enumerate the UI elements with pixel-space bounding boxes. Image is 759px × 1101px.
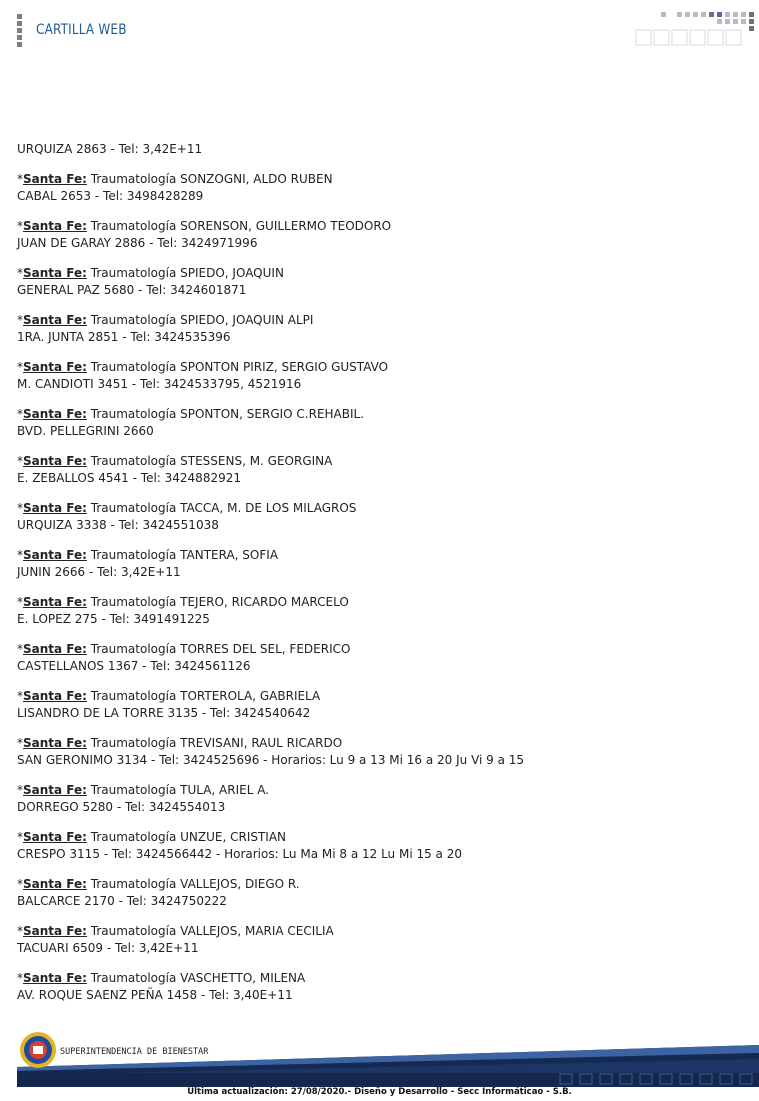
header-decoration (634, 0, 759, 50)
provider-heading (17, 406, 742, 423)
entry-prefix: * (17, 266, 23, 280)
provider-heading (17, 923, 742, 940)
provider-entry (17, 641, 742, 675)
provider-heading (17, 312, 742, 329)
provider-location: Santa Fe: (23, 924, 87, 938)
provider-location: Santa Fe: (23, 454, 87, 468)
provider-name: Traumatología VASCHETTO, MILENA (90, 971, 306, 985)
provider-address: SAN GERONIMO 3134 - Tel: 3424525696 - Horarios: Lu 9 a 13 Mi 16 a 20 Ju Vi 9 a 15 (17, 753, 525, 767)
provider-address: CRESPO 3115 - Tel: 3424566442 - Horarios: Lu Ma Mi 8 a 12 Lu Mi 15 a 20 (17, 847, 462, 861)
provider-name: Traumatología SPONTON PIRIZ, SERGIO GUSTAVO (90, 360, 389, 374)
provider-list (17, 141, 742, 1017)
provider-address: CABAL 2653 - Tel: 3498428289 (17, 189, 204, 203)
provider-heading (17, 500, 742, 517)
provider-heading (17, 547, 742, 564)
entry-prefix: * (17, 642, 23, 656)
provider-heading (17, 218, 742, 235)
entry-prefix: * (17, 407, 23, 421)
provider-name: Traumatología UNZUE, CRISTIAN (90, 830, 287, 844)
provider-heading (17, 359, 742, 376)
organization-name: SUPERINTENDENCIA DE BIENESTAR (60, 1047, 209, 1057)
provider-entry (17, 782, 742, 816)
provider-address: CASTELLANOS 1367 - Tel: 3424561126 (17, 659, 251, 673)
provider-name: Traumatología SPIEDO, JOAQUIN (90, 266, 284, 280)
provider-entry (17, 312, 742, 346)
provider-name: Traumatología TEJERO, RICARDO MARCELO (90, 595, 349, 609)
provider-name: Traumatología TREVISANI, RAUL RICARDO (90, 736, 343, 750)
provider-location: Santa Fe: (23, 313, 87, 327)
provider-heading (17, 594, 742, 611)
organization-seal-icon (20, 1032, 56, 1068)
footer-update-text: Última actualización: 27/08/2020.- Diseño y Desarrollo - Secc Informáticao - S.B. (187, 1087, 572, 1097)
provider-heading (17, 735, 742, 752)
entry-prefix: * (17, 172, 23, 186)
provider-location: Santa Fe: (23, 830, 87, 844)
provider-name: Traumatología SONZOGNI, ALDO RUBEN (90, 172, 333, 186)
provider-heading (17, 970, 742, 987)
continuation-entry (17, 141, 742, 158)
entry-prefix: * (17, 219, 23, 233)
provider-address: JUAN DE GARAY 2886 - Tel: 3424971996 (17, 236, 258, 250)
page-title: CARTILLA WEB (36, 22, 127, 38)
entry-prefix: * (17, 783, 23, 797)
provider-name: Traumatología TULA, ARIEL A. (90, 783, 270, 797)
provider-entry (17, 735, 742, 769)
provider-address: JUNIN 2666 - Tel: 3,42E+11 (17, 565, 181, 579)
provider-heading (17, 265, 742, 282)
provider-name: Traumatología SORENSON, GUILLERMO TEODORO (90, 219, 392, 233)
provider-heading (17, 688, 742, 705)
provider-entry (17, 594, 742, 628)
provider-address: 1RA. JUNTA 2851 - Tel: 3424535396 (17, 330, 231, 344)
provider-location: Santa Fe: (23, 595, 87, 609)
entry-prefix: * (17, 924, 23, 938)
provider-name: Traumatología SPONTON, SERGIO C.REHABIL. (90, 407, 365, 421)
provider-entry (17, 218, 742, 252)
provider-location: Santa Fe: (23, 219, 87, 233)
provider-name: Traumatología TORTEROLA, GABRIELA (90, 689, 321, 703)
provider-heading (17, 641, 742, 658)
provider-entry (17, 547, 742, 581)
provider-address: GENERAL PAZ 5680 - Tel: 3424601871 (17, 283, 247, 297)
entry-prefix: * (17, 877, 23, 891)
provider-entry (17, 453, 742, 487)
provider-entry (17, 923, 742, 957)
provider-entry (17, 829, 742, 863)
provider-name: Traumatología TANTERA, SOFIA (90, 548, 279, 562)
provider-entry (17, 265, 742, 299)
provider-name: Traumatología VALLEJOS, DIEGO R. (90, 877, 300, 891)
provider-address: M. CANDIOTI 3451 - Tel: 3424533795, 4521916 (17, 377, 302, 391)
entry-prefix: * (17, 736, 23, 750)
continuation-line: URQUIZA 2863 - Tel: 3,42E+11 (17, 142, 203, 156)
provider-name: Traumatología TACCA, M. DE LOS MILAGROS (90, 501, 357, 515)
provider-entry (17, 171, 742, 205)
provider-address: URQUIZA 3338 - Tel: 3424551038 (17, 518, 219, 532)
provider-name: Traumatología SPIEDO, JOAQUIN ALPI (90, 313, 314, 327)
provider-location: Santa Fe: (23, 689, 87, 703)
provider-entry (17, 688, 742, 722)
provider-location: Santa Fe: (23, 548, 87, 562)
entry-prefix: * (17, 830, 23, 844)
provider-address: AV. ROQUE SAENZ PEÑA 1458 - Tel: 3,40E+11 (17, 988, 293, 1002)
provider-location: Santa Fe: (23, 407, 87, 421)
provider-heading (17, 453, 742, 470)
provider-entry (17, 970, 742, 1004)
entry-prefix: * (17, 971, 23, 985)
provider-address: TACUARI 6509 - Tel: 3,42E+11 (17, 941, 199, 955)
provider-address: BVD. PELLEGRINI 2660 (17, 424, 154, 438)
provider-location: Santa Fe: (23, 266, 87, 280)
provider-entry (17, 500, 742, 534)
entry-prefix: * (17, 595, 23, 609)
provider-heading (17, 782, 742, 799)
entry-prefix: * (17, 548, 23, 562)
provider-address: E. LOPEZ 275 - Tel: 3491491225 (17, 612, 210, 626)
entry-prefix: * (17, 360, 23, 374)
provider-location: Santa Fe: (23, 501, 87, 515)
provider-location: Santa Fe: (23, 172, 87, 186)
provider-address: E. ZEBALLOS 4541 - Tel: 3424882921 (17, 471, 241, 485)
provider-name: Traumatología VALLEJOS, MARIA CECILIA (90, 924, 334, 938)
provider-location: Santa Fe: (23, 360, 87, 374)
provider-entry (17, 876, 742, 910)
provider-address: LISANDRO DE LA TORRE 3135 - Tel: 3424540642 (17, 706, 311, 720)
provider-name: Traumatología STESSENS, M. GEORGINA (90, 454, 333, 468)
provider-location: Santa Fe: (23, 736, 87, 750)
provider-heading (17, 876, 742, 893)
entry-prefix: * (17, 454, 23, 468)
entry-prefix: * (17, 313, 23, 327)
provider-heading (17, 171, 742, 188)
provider-entry (17, 406, 742, 440)
provider-location: Santa Fe: (23, 642, 87, 656)
provider-location: Santa Fe: (23, 783, 87, 797)
provider-location: Santa Fe: (23, 877, 87, 891)
provider-name: Traumatología TORRES DEL SEL, FEDERICO (90, 642, 351, 656)
entry-prefix: * (17, 501, 23, 515)
entry-prefix: * (17, 689, 23, 703)
provider-location: Santa Fe: (23, 971, 87, 985)
provider-address: DORREGO 5280 - Tel: 3424554013 (17, 800, 226, 814)
provider-heading (17, 829, 742, 846)
provider-entry (17, 359, 742, 393)
header-accent-bar (17, 14, 22, 46)
provider-address: BALCARCE 2170 - Tel: 3424750222 (17, 894, 227, 908)
